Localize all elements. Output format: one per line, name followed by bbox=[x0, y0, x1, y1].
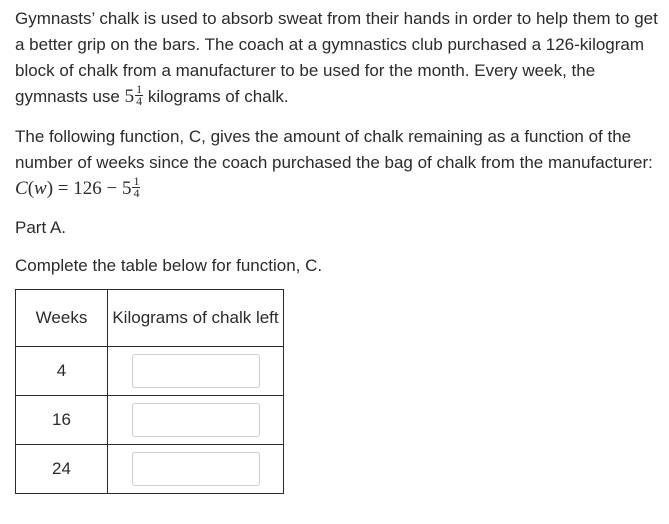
answer-input-week-24[interactable] bbox=[132, 452, 260, 486]
function-rhs: = 126 − 5 bbox=[53, 178, 132, 199]
weeks-column-header: Weeks bbox=[16, 290, 108, 347]
function-fraction-numerator: 1 bbox=[133, 174, 140, 189]
weeks-cell: 24 bbox=[16, 445, 108, 494]
chalk-table bbox=[15, 289, 284, 494]
function-expression: C(w) = 126 − 5 bbox=[15, 178, 132, 199]
function-description-paragraph bbox=[15, 124, 663, 202]
intro-text-end: kilograms of chalk. bbox=[143, 87, 289, 106]
function-description-text: The following function, C, gives the amount of chalk remaining as a function of the number of weeks since the coach purchased the bag of chalk from the manufacturer: bbox=[15, 127, 653, 172]
part-label: Part A. bbox=[15, 218, 67, 237]
function-variable: w bbox=[34, 178, 47, 199]
table-row bbox=[16, 445, 284, 494]
answer-cell bbox=[108, 445, 284, 494]
table-header-row bbox=[16, 290, 284, 347]
intro-text: Gymnasts’ chalk is used to absorb sweat from their hands in order to help them to get a better grip on the bars. The coach at a gymnastics club purchased a 126-kilogram block of chalk from a manufacturer to be used for the month. Every week, the gymnasts use bbox=[15, 9, 658, 106]
weeks-cell: 16 bbox=[16, 396, 108, 445]
table-row bbox=[16, 396, 284, 445]
table-instruction: Complete the table below for function, C. bbox=[15, 256, 323, 275]
table-row bbox=[16, 347, 284, 396]
answer-cell bbox=[108, 396, 284, 445]
chalk-left-column-header bbox=[108, 290, 284, 347]
answer-input-week-16[interactable] bbox=[132, 403, 260, 437]
fraction-denominator: 4 bbox=[136, 94, 143, 109]
answer-cell bbox=[108, 347, 284, 396]
answer-input-week-4[interactable] bbox=[132, 354, 260, 388]
function-fraction bbox=[132, 176, 140, 199]
problem-intro-paragraph bbox=[15, 6, 663, 110]
weeks-cell: 4 bbox=[16, 347, 108, 396]
fraction-one-quarter bbox=[135, 84, 143, 107]
chalk-left-header-text: Kilograms of chalk left bbox=[112, 308, 279, 327]
fraction-numerator: 1 bbox=[136, 82, 143, 97]
mixed-number-whole: 5 bbox=[124, 86, 135, 107]
function-fraction-denominator: 4 bbox=[133, 186, 140, 201]
function-name: C bbox=[15, 178, 28, 199]
